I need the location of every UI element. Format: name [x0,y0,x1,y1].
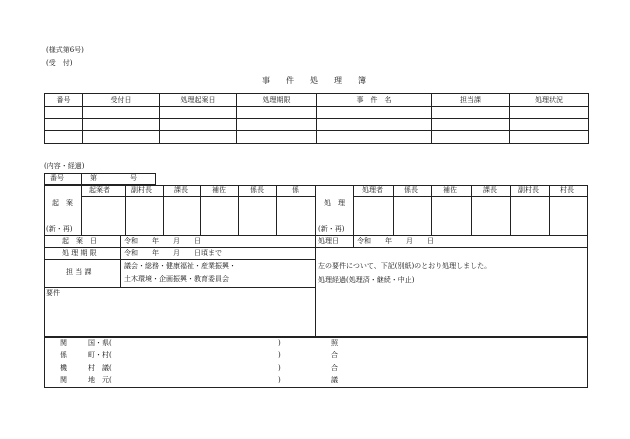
shori-label: 処 理 [324,199,345,207]
approval-chief-r: 係長 [404,186,418,194]
processed-note: 左の要件について、下記(別紙)のとおり処理しました。 [318,262,492,270]
number-go: 号 [130,174,137,182]
process-status: 処理経過(処理済・継続・中止) [318,276,415,284]
shokai-1: 照 [331,339,338,347]
deadline-label: 処 理 期 限 [62,249,97,257]
page-title: 事 件 処 理 簿 [262,76,366,85]
approval-vice-mayor: 副村長 [131,186,152,194]
related-side-3: 機 [60,364,67,372]
related-side-4: 関 [60,376,67,384]
shori-date-label: 処理日 [318,237,339,245]
approval-chief: 係長 [250,186,264,194]
register-table [44,93,589,144]
related-row-local-right: ) [278,376,281,384]
shori-new-re: (新・再) [318,225,345,233]
approval-mayor: 村長 [560,186,574,194]
col-header-dept: 担当課 [432,94,510,107]
col-header-number: 番号 [45,94,83,107]
yoken-label: 要件 [46,289,60,297]
related-row-national-right: ) [278,339,281,347]
related-row-town-right: ) [278,351,281,359]
approval-section-chief: 課長 [174,186,188,194]
col-header-deadline: 処理期限 [237,94,317,107]
table-row [45,131,589,144]
related-row-council-left: 村 議( [88,364,112,372]
table-row [45,119,589,131]
deadline-value: 令和 年 月 日頃まで [124,249,222,257]
related-row-local-left: 地 元( [88,376,112,384]
section-label: (内容・経過) [44,162,85,170]
kian-date-value: 令和 年 月 日 [124,237,201,245]
shokai-3: 合 [331,364,338,372]
tanto-line2: 土木環境・企画振興・教育委員会 [124,275,229,283]
col-header-received: 受付日 [83,94,160,107]
tanto-line1: 議会・総務・健康福祉・産業振興・ [124,262,236,270]
col-header-draft-date: 処理起案日 [160,94,237,107]
related-row-council-right: ) [278,364,281,372]
number-dai: 第 [90,174,97,182]
table-row [45,107,589,119]
form-number: (様式第6号) [46,46,84,54]
shokai-4: 議 [331,376,338,384]
receipt-label: (受 付) [46,59,73,67]
related-row-town-left: 町・村( [88,351,112,359]
approval-vice-mayor-r: 副村長 [518,186,539,194]
related-row-national-left: 国・県( [88,339,112,347]
related-side-1: 関 [60,339,67,347]
tanto-label: 担 当 課 [66,268,92,276]
approval-staff: 係 [292,186,299,194]
approval-processor: 処理者 [362,186,383,194]
related-side-2: 係 [60,351,67,359]
approval-section-chief-r: 課長 [483,186,497,194]
kian-label: 起 案 [52,199,73,207]
approval-drafter: 起案者 [89,186,110,194]
kian-new-re: (新・再) [46,225,73,233]
approval-assistant-r: 補佐 [443,186,457,194]
kian-date-label: 起 案 日 [62,237,97,245]
shori-date-value: 令和 年 月 日 [357,237,434,245]
approval-assistant: 補佐 [212,186,226,194]
col-header-case-name: 事 件 名 [317,94,432,107]
shokai-2: 合 [331,351,338,359]
number-label: 番号 [50,174,64,182]
col-header-status: 処理状況 [510,94,589,107]
related-box [44,337,588,388]
